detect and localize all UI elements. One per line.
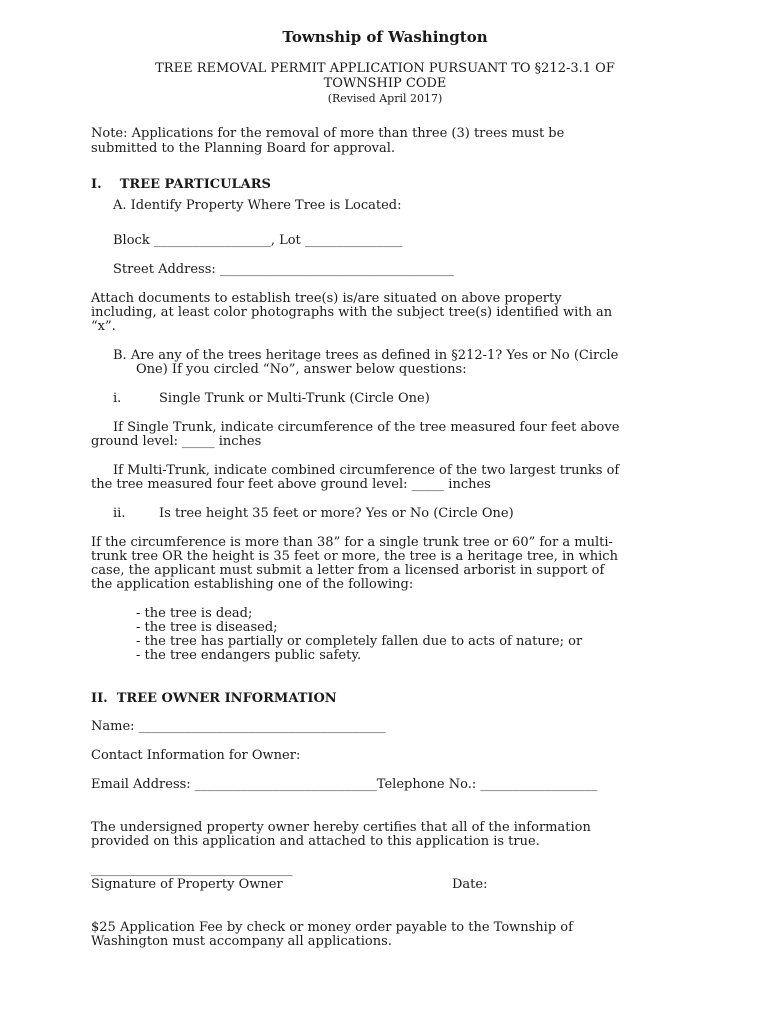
signature-rule: _______________________________ <box>91 862 293 877</box>
heritage-question-line1: B. Are any of the trees heritage trees as defined in §212-1? Yes or No (Circle <box>113 348 619 363</box>
fee-notice-line1: $25 Application Fee by check or money order payable to the Township of <box>91 920 573 935</box>
street-address-field: Street Address: ____________________________________ <box>113 262 454 277</box>
certification-line2: provided on this application and attached to this application is true. <box>91 834 540 849</box>
criteria-list-item: - the tree has partially or completely fallen due to acts of nature; or <box>136 634 583 649</box>
multi-trunk-line2: the tree measured four feet above ground level: _____ inches <box>91 477 491 492</box>
form-subtitle-line2: TOWNSHIP CODE <box>323 76 447 91</box>
attach-documents-line2: including, at least color photographs with the subject tree(s) identified with an <box>91 305 613 320</box>
single-trunk-line2: ground level: _____ inches <box>91 434 262 449</box>
heritage-criteria-line3: case, the applicant must submit a letter from a licensed arborist in support of <box>91 563 605 578</box>
criteria-list-item: - the tree is dead; <box>136 606 253 621</box>
attach-documents-line1: Attach documents to establish tree(s) is/are situated on above property <box>91 291 562 306</box>
section2-heading: II. TREE OWNER INFORMATION <box>91 691 337 706</box>
single-trunk-line1: If Single Trunk, indicate circumference of the tree measured four feet above <box>113 420 620 435</box>
question-ii-text: Is tree height 35 feet or more? Yes or No (Circle One) <box>159 506 514 521</box>
note-line1: Note: Applications for the removal of more than three (3) trees must be <box>91 126 565 141</box>
section1-heading: I. TREE PARTICULARS <box>91 177 271 192</box>
email-telephone-field: Email Address: ____________________________Telephone No.: __________________ <box>91 777 598 792</box>
question-i-text: Single Trunk or Multi-Trunk (Circle One) <box>159 391 430 406</box>
date-label: Date: <box>452 877 488 892</box>
owner-name-field: Name: ______________________________________ <box>91 719 386 734</box>
heritage-question-line2: One) If you circled “No”, answer below questions: <box>136 362 467 377</box>
multi-trunk-line1: If Multi-Trunk, indicate combined circumference of the two largest trunks of <box>113 463 620 478</box>
form-subtitle-line1: TREE REMOVAL PERMIT APPLICATION PURSUANT TO §212-3.1 OF <box>155 61 615 76</box>
revision-date: (Revised April 2017) <box>327 92 443 105</box>
heritage-criteria-line4: the application establishing one of the following: <box>91 577 414 592</box>
block-lot-field: Block __________________, Lot _______________ <box>113 233 403 248</box>
question-i-number: i. <box>113 391 122 406</box>
heritage-criteria-line1: If the circumference is more than 38” for a single trunk tree or 60” for a multi- <box>91 535 613 550</box>
signature-label: Signature of Property Owner <box>91 877 283 892</box>
heritage-criteria-line2: trunk tree OR the height is 35 feet or more, the tree is a heritage tree, in which <box>91 549 618 564</box>
question-ii-number: ii. <box>113 506 126 521</box>
note-line2: submitted to the Planning Board for approval. <box>91 141 396 156</box>
criteria-list-item: - the tree is diseased; <box>136 620 278 635</box>
certification-line1: The undersigned property owner hereby certifies that all of the information <box>91 820 591 835</box>
attach-documents-line3: “x”. <box>91 319 116 334</box>
page-title: Township of Washington <box>282 28 488 46</box>
fee-notice-line2: Washington must accompany all applications. <box>91 934 392 949</box>
contact-info-label: Contact Information for Owner: <box>91 748 301 763</box>
criteria-list-item: - the tree endangers public safety. <box>136 648 362 663</box>
identify-property-label: A. Identify Property Where Tree is Located: <box>113 198 402 213</box>
